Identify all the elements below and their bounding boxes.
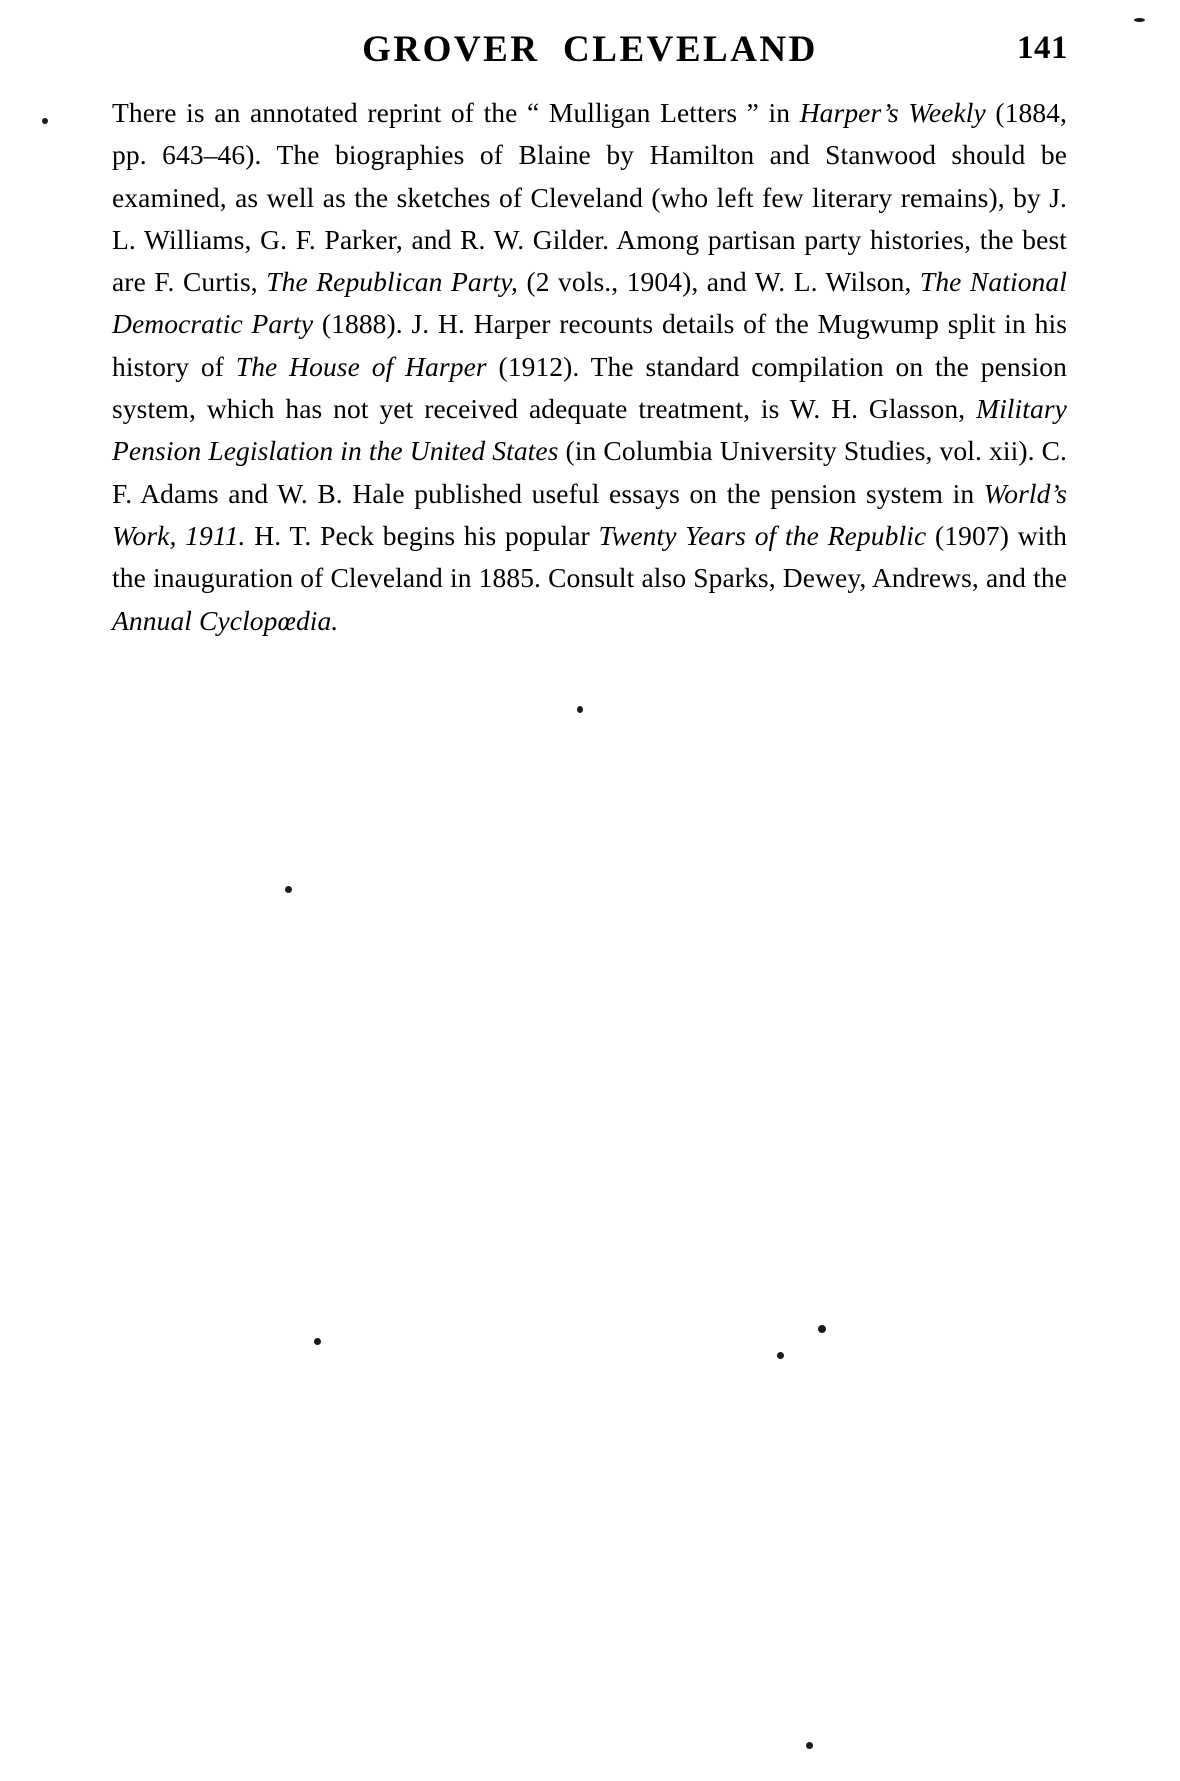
- running-head: GROVER CLEVELAND: [362, 29, 818, 70]
- ink-speck-icon: [285, 886, 292, 893]
- page-header: [100, 28, 1080, 74]
- body-paragraph: There is an annotated reprint of the “ Mulligan Letters ” in Harper’s Weekly (1884, pp. 643–46). The biographies of Blaine by Hamilton and Stanwood should be examined, as well as the sketches of Cleveland (who left few literary remains), by J. L. Williams, G. F. Parker, and R. W. Gilder. Among partisan party histories, the best are F. Curtis, The Republican Party, (2 vols., 1904), and W. L. Wilson, The National Democratic Party (1888). J. H. Harper recounts details of the Mugwump split in his history of The House of Harper (1912). The standard compilation on the pension system, which has not yet received adequate treatment, is W. H. Glasson, Military Pension Legislation in the United States (in Columbia University Studies, vol. xii). C. F. Adams and W. B. Hale published useful essays on the pension system in World’s Work, 1911. H. T. Peck begins his popular Twenty Years of the Republic (1907) with the inauguration of Cleveland in 1885. Consult also Sparks, Dewey, Andrews, and the Annual Cyclopœdia.: [112, 97, 1068, 636]
- ink-speck-icon: [1134, 18, 1145, 22]
- ink-speck-icon: [818, 1325, 826, 1333]
- ink-speck-icon: [577, 706, 583, 713]
- page-number: 141: [1017, 30, 1068, 66]
- ink-speck-icon: [42, 118, 48, 124]
- ink-speck-icon: [777, 1352, 784, 1359]
- ink-speck-icon: [314, 1338, 321, 1345]
- ink-speck-icon: [806, 1742, 813, 1749]
